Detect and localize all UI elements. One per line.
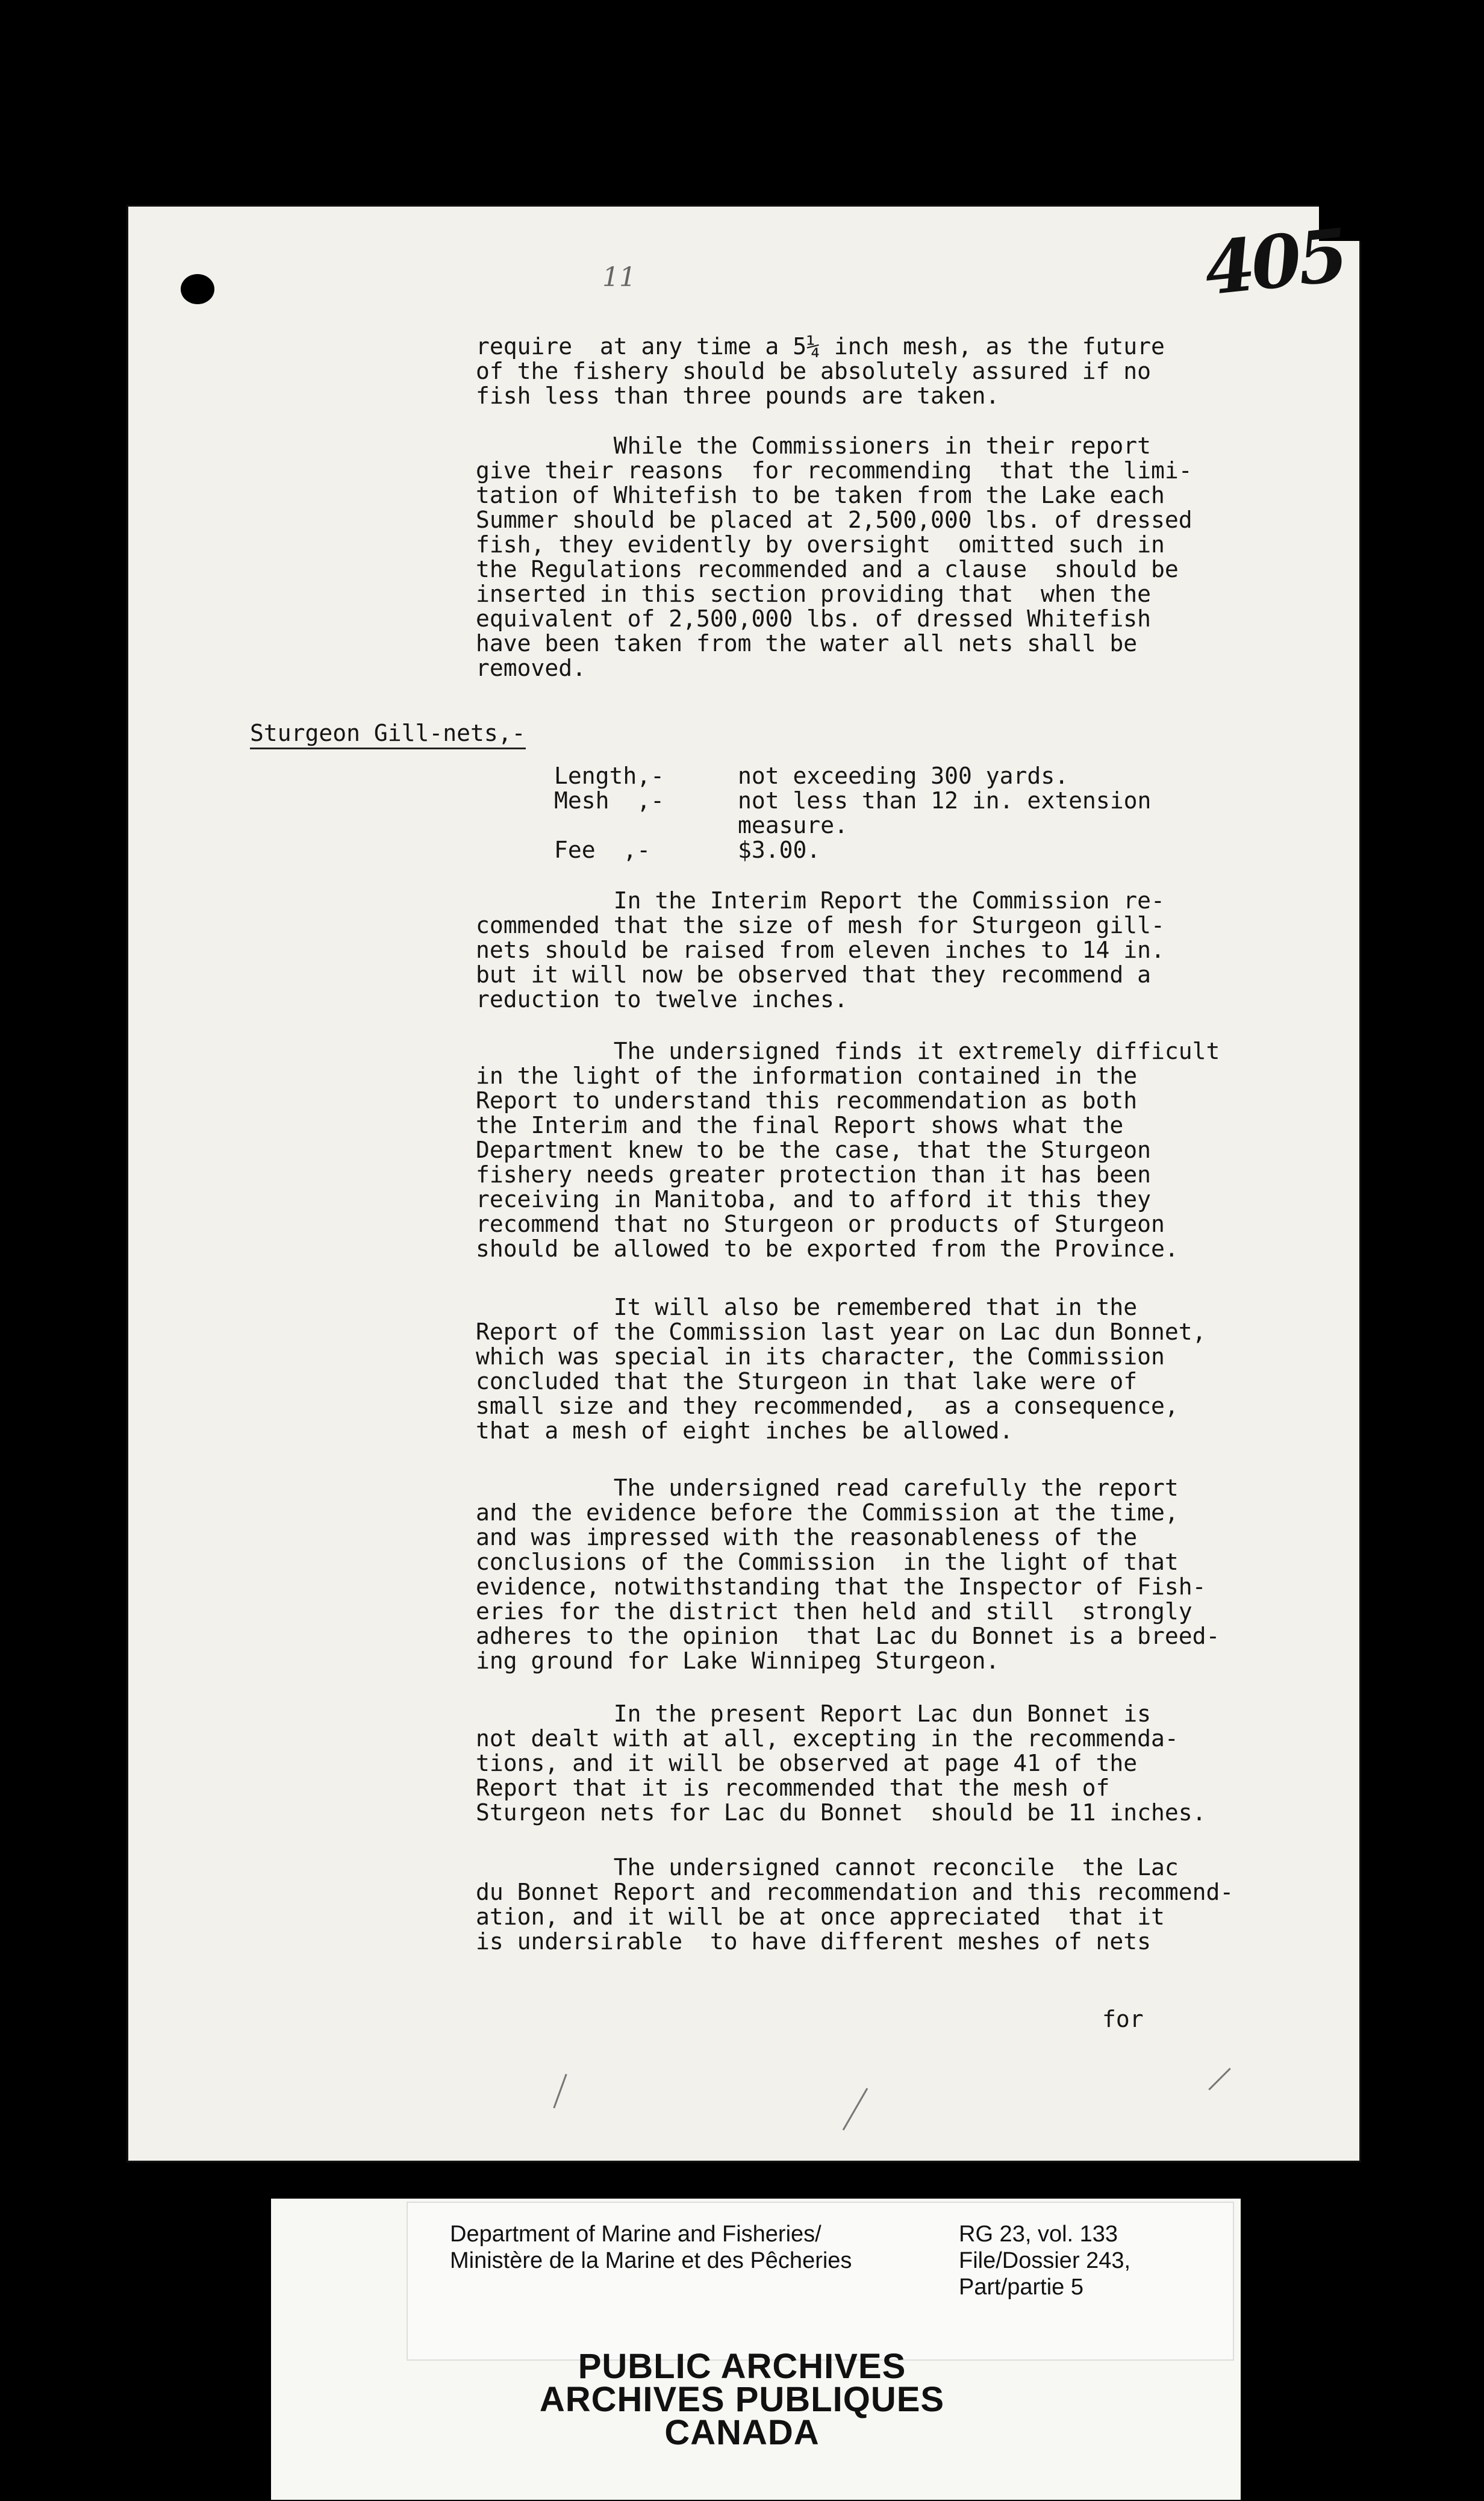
stamp-line-canada: CANADA xyxy=(664,2413,820,2452)
paragraph-mesh-requirement: require at any time a 5¼ inch mesh, as the future of the fishery should be absolutely assured if no fish less than three pounds are taken. xyxy=(476,333,1165,409)
paragraph-recommendation-difficulty: The undersigned finds it extremely difficult in the light of the information contained in the Report to understand this recommendation as both the Interim and the final Report shows what the Department knew to be the case, that the Sturgeon fishery needs greater protection than it has been receiving in Manitoba, and to afford it this they recommend that no Sturgeon or products of Sturgeon should be allowed to be exported from the Province. xyxy=(476,1038,1220,1262)
paragraph-evidence-review: The undersigned read carefully the report and the evidence before the Commission at the time, and was impressed with the reasonableness of the conclusions of the Commission in the light of that evidence, notwithstanding that the Inspector of Fish- eries for the district then held and still strongly adheres to the opinion that Lac du Bonnet is a breed- ing ground for Lake Winnipeg Sturgeon. xyxy=(476,1475,1220,1674)
paragraph-whitefish-limitation: While the Commissioners in their report give their reasons for recommending that the limi- tation of Whitefish to be taken from the Lake each Summer should be placed at 2,500,000 lbs. of dressed fish, they evidently by oversight omitted such in the Regulations recommended and a clause should be inserted in this section providing that when the equivalent of 2,500,000 lbs. of dressed Whitefish have been taken from the water all nets shall be removed. xyxy=(476,432,1192,681)
paragraph-lac-du-bonnet-report: It will also be remembered that in the Report of the Commission last year on Lac dun Bonnet, which was special in its character, the Commission concluded that the Sturgeon in that lake were of small size and they recommended, as a consequence, that a mesh of eight inches be allowed. xyxy=(476,1294,1206,1444)
reference-label: RG 23, vol. 133 File/Dossier 243, Part/partie 5 xyxy=(959,2222,1131,2300)
stamp-line-archives-publiques: ARCHIVES PUBLIQUES xyxy=(539,2380,945,2419)
spec-label-mesh: Mesh ,- xyxy=(554,787,665,814)
pencil-tick-mark: 11 xyxy=(602,262,636,293)
catchword: for xyxy=(1102,2006,1144,2032)
department-label: Department of Marine and Fisheries/ Ministère de la Marine et des Pêcheries xyxy=(450,2222,852,2273)
spec-value-length: not exceeding 300 yards. xyxy=(738,763,1069,789)
specification-table xyxy=(554,764,1340,863)
spec-label-fee: Fee ,- xyxy=(554,837,651,863)
paragraph-interim-report: In the Interim Report the Commission re- commended that the size of mesh for Sturgeon gill- nets should be raised from eleven inches to 14 in. but it will now be observed that they recommend a reduction to twelve inches. xyxy=(476,887,1165,1013)
archive-label-card xyxy=(407,2202,1234,2361)
spec-label-length: Length,- xyxy=(554,763,665,789)
section-heading-sturgeon-gill-nets: Sturgeon Gill-nets,- xyxy=(250,720,526,749)
paragraph-present-report: In the present Report Lac dun Bonnet is not dealt with at all, excepting in the recommenda- tions, and it will be observed at page 41 of the Report that it is recommended that the mesh of Sturgeon nets for Lac du Bonnet should be 11 inches. xyxy=(476,1700,1206,1826)
spec-value-fee: $3.00. xyxy=(738,837,821,863)
paragraph-reconcile: The undersigned cannot reconcile the Lac du Bonnet Report and recommendation and this recommend- ation, and it will be at once appreciated that it is undersirable to have different meshes of nets xyxy=(476,1854,1234,1955)
handwritten-page-number: 405 xyxy=(1200,213,1349,312)
stamp-line-public-archives: PUBLIC ARCHIVES xyxy=(578,2347,906,2386)
spec-value-mesh: not less than 12 in. extension measure. xyxy=(738,787,1152,838)
punch-hole xyxy=(181,274,214,304)
